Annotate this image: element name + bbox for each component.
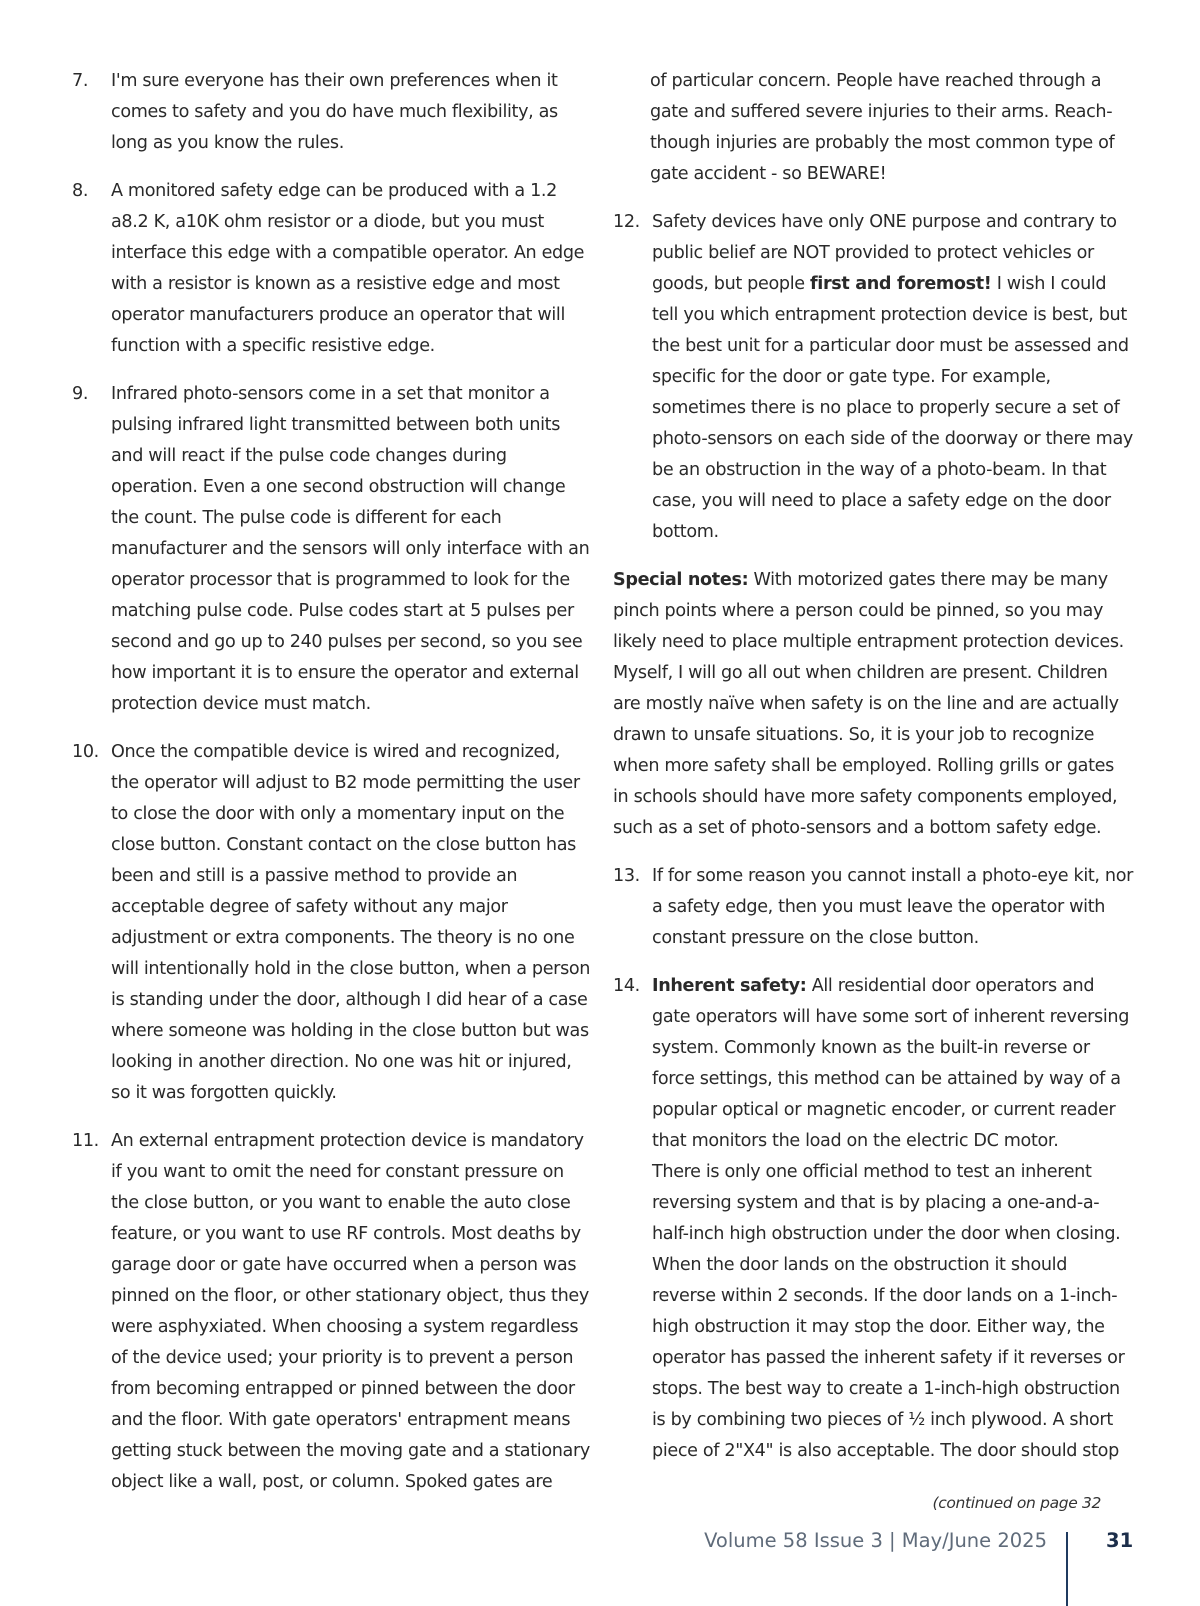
item-text: Once the compatible device is wired and recognized, the operator will adjust to B2 mode permitting the user to close the door with only a momentary input on the close button. Constant contact on the close button has been and still is a passive method to provide an acceptable degree of safety without any major adjustment or extra components. The theory is no one will intentionally hold in the close button, when a person is standing under the door, although I did hear of a case where someone was holding in the close button but was looking in another direction. No one was hit or injured, so it was forgotten quickly.: [111, 742, 591, 1103]
list-item-13: [613, 861, 1133, 954]
list-item-11: [72, 1126, 592, 1498]
right-column: [613, 66, 1133, 1484]
page-number: 31: [1106, 1529, 1134, 1552]
item-number: 10.: [72, 742, 99, 762]
list-item-7: [72, 66, 592, 159]
special-notes-text: With motorized gates there may be many pinch points where a person could be pinned, so you may likely need to place multiple entrapment protection devices. Myself, I will go all out when children are present. Children are mostly naïve when safety is on the line and are actually drawn to unsafe situations. So, it is your job to recognize when more safety shall be employed. Rolling grills or gates in schools should have more safety components employed, such as a set of photo-sensors and a bottom safety edge.: [613, 570, 1124, 838]
item-number: 14.: [613, 976, 640, 996]
item-text-before: Safety devices have only ONE purpose and contrary to public belief are NOT provided to protect vehicles or goods, but people: [652, 212, 1117, 294]
item-text: [652, 971, 1133, 1157]
item-text: Infrared photo-sensors come in a set that monitor a pulsing infrared light transmitted between both units and will react if the pulse code changes during operation. Even a one second obstruction will change the count. The pulse code is different for each manufacturer and the sensors will only interface with an operator processor that is programmed to look for the matching pulse code. Pulse codes start at 5 pulses per second and go up to 240 pulses per second, so you see how important it is to ensure the operator and external protection device must match.: [111, 384, 590, 714]
item-number: 13.: [613, 866, 640, 886]
item-text: An external entrapment protection device is mandatory if you want to omit the need for constant pressure on the close button, or you want to enable the auto close feature, or you want to use RF controls. Most deaths by garage door or gate have occurred when a person was pinned on the floor, or other stationary object, thus they were asphyxiated. When choosing a system regardless of the device used; your priority is to prevent a person from becoming entrapped or pinned between the door and the floor. With gate operators' entrapment means getting stuck between the moving gate and a stationary object like a wall, post, or column. Spoked gates are: [111, 1131, 590, 1492]
item-11-continuation: of particular concern. People have reached through a gate and suffered severe injuries to their arms. Reach-though injuries are probably the most common type of gate accident - so BEWARE!: [650, 71, 1115, 184]
item-text: A monitored safety edge can be produced with a 1.2 a8.2 K, a10K ohm resistor or a diode, but you must interface this edge with a compatible operator. An edge with a resistor is known as a resistive edge and most operator manufacturers produce an operator that will function with a specific resistive edge.: [111, 181, 585, 356]
special-notes-label: Special notes:: [613, 570, 749, 590]
special-notes-paragraph: [613, 565, 1133, 844]
item-text: If for some reason you cannot install a photo-eye kit, nor a safety edge, then you must leave the operator with constant pressure on the close button.: [652, 866, 1134, 948]
item-number: 7.: [72, 71, 89, 91]
page-footer: [0, 1526, 1200, 1606]
item-text: I'm sure everyone has their own preferences when it comes to safety and you do have much flexibility, as long as you know the rules.: [111, 71, 558, 153]
continued-note: (continued on page 32: [932, 1494, 1101, 1512]
item-14-paragraph-2: There is only one official method to test an inherent reversing system and that is by placing a one-and-a-half-inch high obstruction under the door when closing. When the door lands on the obstruction it should reverse within 2 seconds. If the door lands on a 1-inch-high obstruction it may stop the door. Either way, the operator has passed the inherent safety if it reverses or stops. The best way to create a 1-inch-high obstruction is by combining two pieces of ½ inch plywood. A short piece of 2"X4" is also acceptable. The door should stop: [652, 1162, 1125, 1461]
list-item-12: [613, 207, 1133, 548]
inherent-safety-label: Inherent safety:: [652, 976, 807, 996]
list-item-9: [72, 379, 592, 720]
item-text: [652, 207, 1133, 548]
list-item-14: [613, 971, 1133, 1467]
list-item-10: [72, 737, 592, 1109]
item-number: 8.: [72, 181, 89, 201]
item-number: 9.: [72, 384, 89, 404]
item-number: 11.: [72, 1131, 99, 1151]
issue-info: Volume 58 Issue 3 | May/June 2025: [704, 1529, 1047, 1552]
item-text-after: I wish I could tell you which entrapment protection device is best, but the best unit for a particular door must be assessed and specific for the door or gate type. For example, sometimes there is no place to properly secure a set of photo-sensors on each side of the doorway or there may be an obstruction in the way of a photo-beam. In that case, you will need to place a safety edge on the door bottom.: [652, 274, 1133, 542]
inherent-safety-text: All residential door operators and gate operators will have some sort of inherent reversing system. Commonly known as the built-in reverse or force settings, this method can be attained by way of a popular optical or magnetic encoder, or current reader that monitors the load on the electric DC motor.: [652, 976, 1130, 1151]
footer-divider: [1066, 1532, 1068, 1606]
list-item-8: [72, 176, 592, 362]
item-number: 12.: [613, 212, 640, 232]
emphasis-text: first and foremost!: [809, 274, 992, 294]
left-column: [72, 66, 592, 1515]
